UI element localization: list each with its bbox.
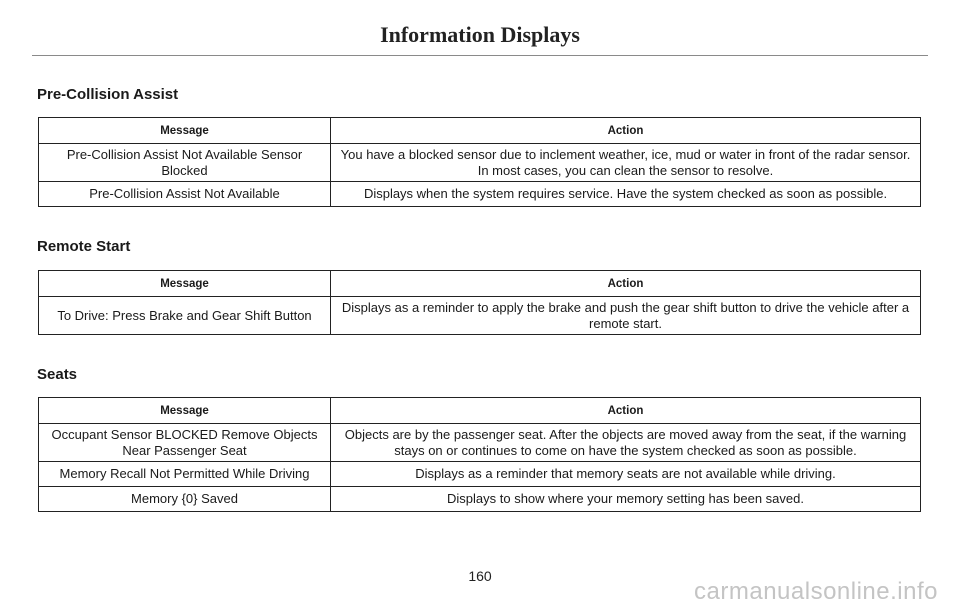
table-header-row <box>39 398 921 424</box>
message-cell: To Drive: Press Brake and Gear Shift Button <box>39 297 331 335</box>
action-cell: Displays to show where your memory setting has been saved. <box>331 487 921 512</box>
message-cell: Pre-Collision Assist Not Available <box>39 182 331 207</box>
column-header-message: Message <box>39 118 331 144</box>
table-row <box>39 182 921 207</box>
table-row <box>39 424 921 462</box>
table-row <box>39 487 921 512</box>
section-heading-seats: Seats <box>37 366 78 383</box>
column-header-message: Message <box>39 271 331 297</box>
watermark-text: carmanualsonline.info <box>694 578 938 605</box>
action-cell: Objects are by the passenger seat. After the objects are moved away from the seat, if the warning stays on or continues to come on have the system checked as soon as possible. <box>331 424 921 462</box>
seats-table <box>38 397 921 512</box>
section-heading-pre-collision-assist: Pre-Collision Assist <box>37 86 179 103</box>
action-cell: You have a blocked sensor due to inclement weather, ice, mud or water in front of the radar sensor. In most cases, you can clean the sensor to resolve. <box>331 144 921 182</box>
table-header-row <box>39 271 921 297</box>
action-cell: Displays when the system requires service. Have the system checked as soon as possible. <box>331 182 921 207</box>
title-divider <box>32 55 928 56</box>
pre-collision-assist-table <box>38 117 921 207</box>
section-heading-remote-start: Remote Start <box>37 238 131 255</box>
message-cell: Memory Recall Not Permitted While Driving <box>39 462 331 487</box>
column-header-action: Action <box>331 118 921 144</box>
table-row <box>39 462 921 487</box>
page-title: Information Displays <box>380 22 580 47</box>
column-header-action: Action <box>331 271 921 297</box>
table-row <box>39 297 921 335</box>
table-header-row <box>39 118 921 144</box>
page-number: 160 <box>468 568 492 584</box>
table-row <box>39 144 921 182</box>
action-cell: Displays as a reminder that memory seats are not available while driving. <box>331 462 921 487</box>
message-cell: Occupant Sensor BLOCKED Remove Objects Near Passenger Seat <box>39 424 331 462</box>
column-header-message: Message <box>39 398 331 424</box>
column-header-action: Action <box>331 398 921 424</box>
action-cell: Displays as a reminder to apply the brake and push the gear shift button to drive the vehicle after a remote start. <box>331 297 921 335</box>
message-cell: Pre-Collision Assist Not Available Sensor Blocked <box>39 144 331 182</box>
remote-start-table <box>38 270 921 335</box>
message-cell: Memory {0} Saved <box>39 487 331 512</box>
